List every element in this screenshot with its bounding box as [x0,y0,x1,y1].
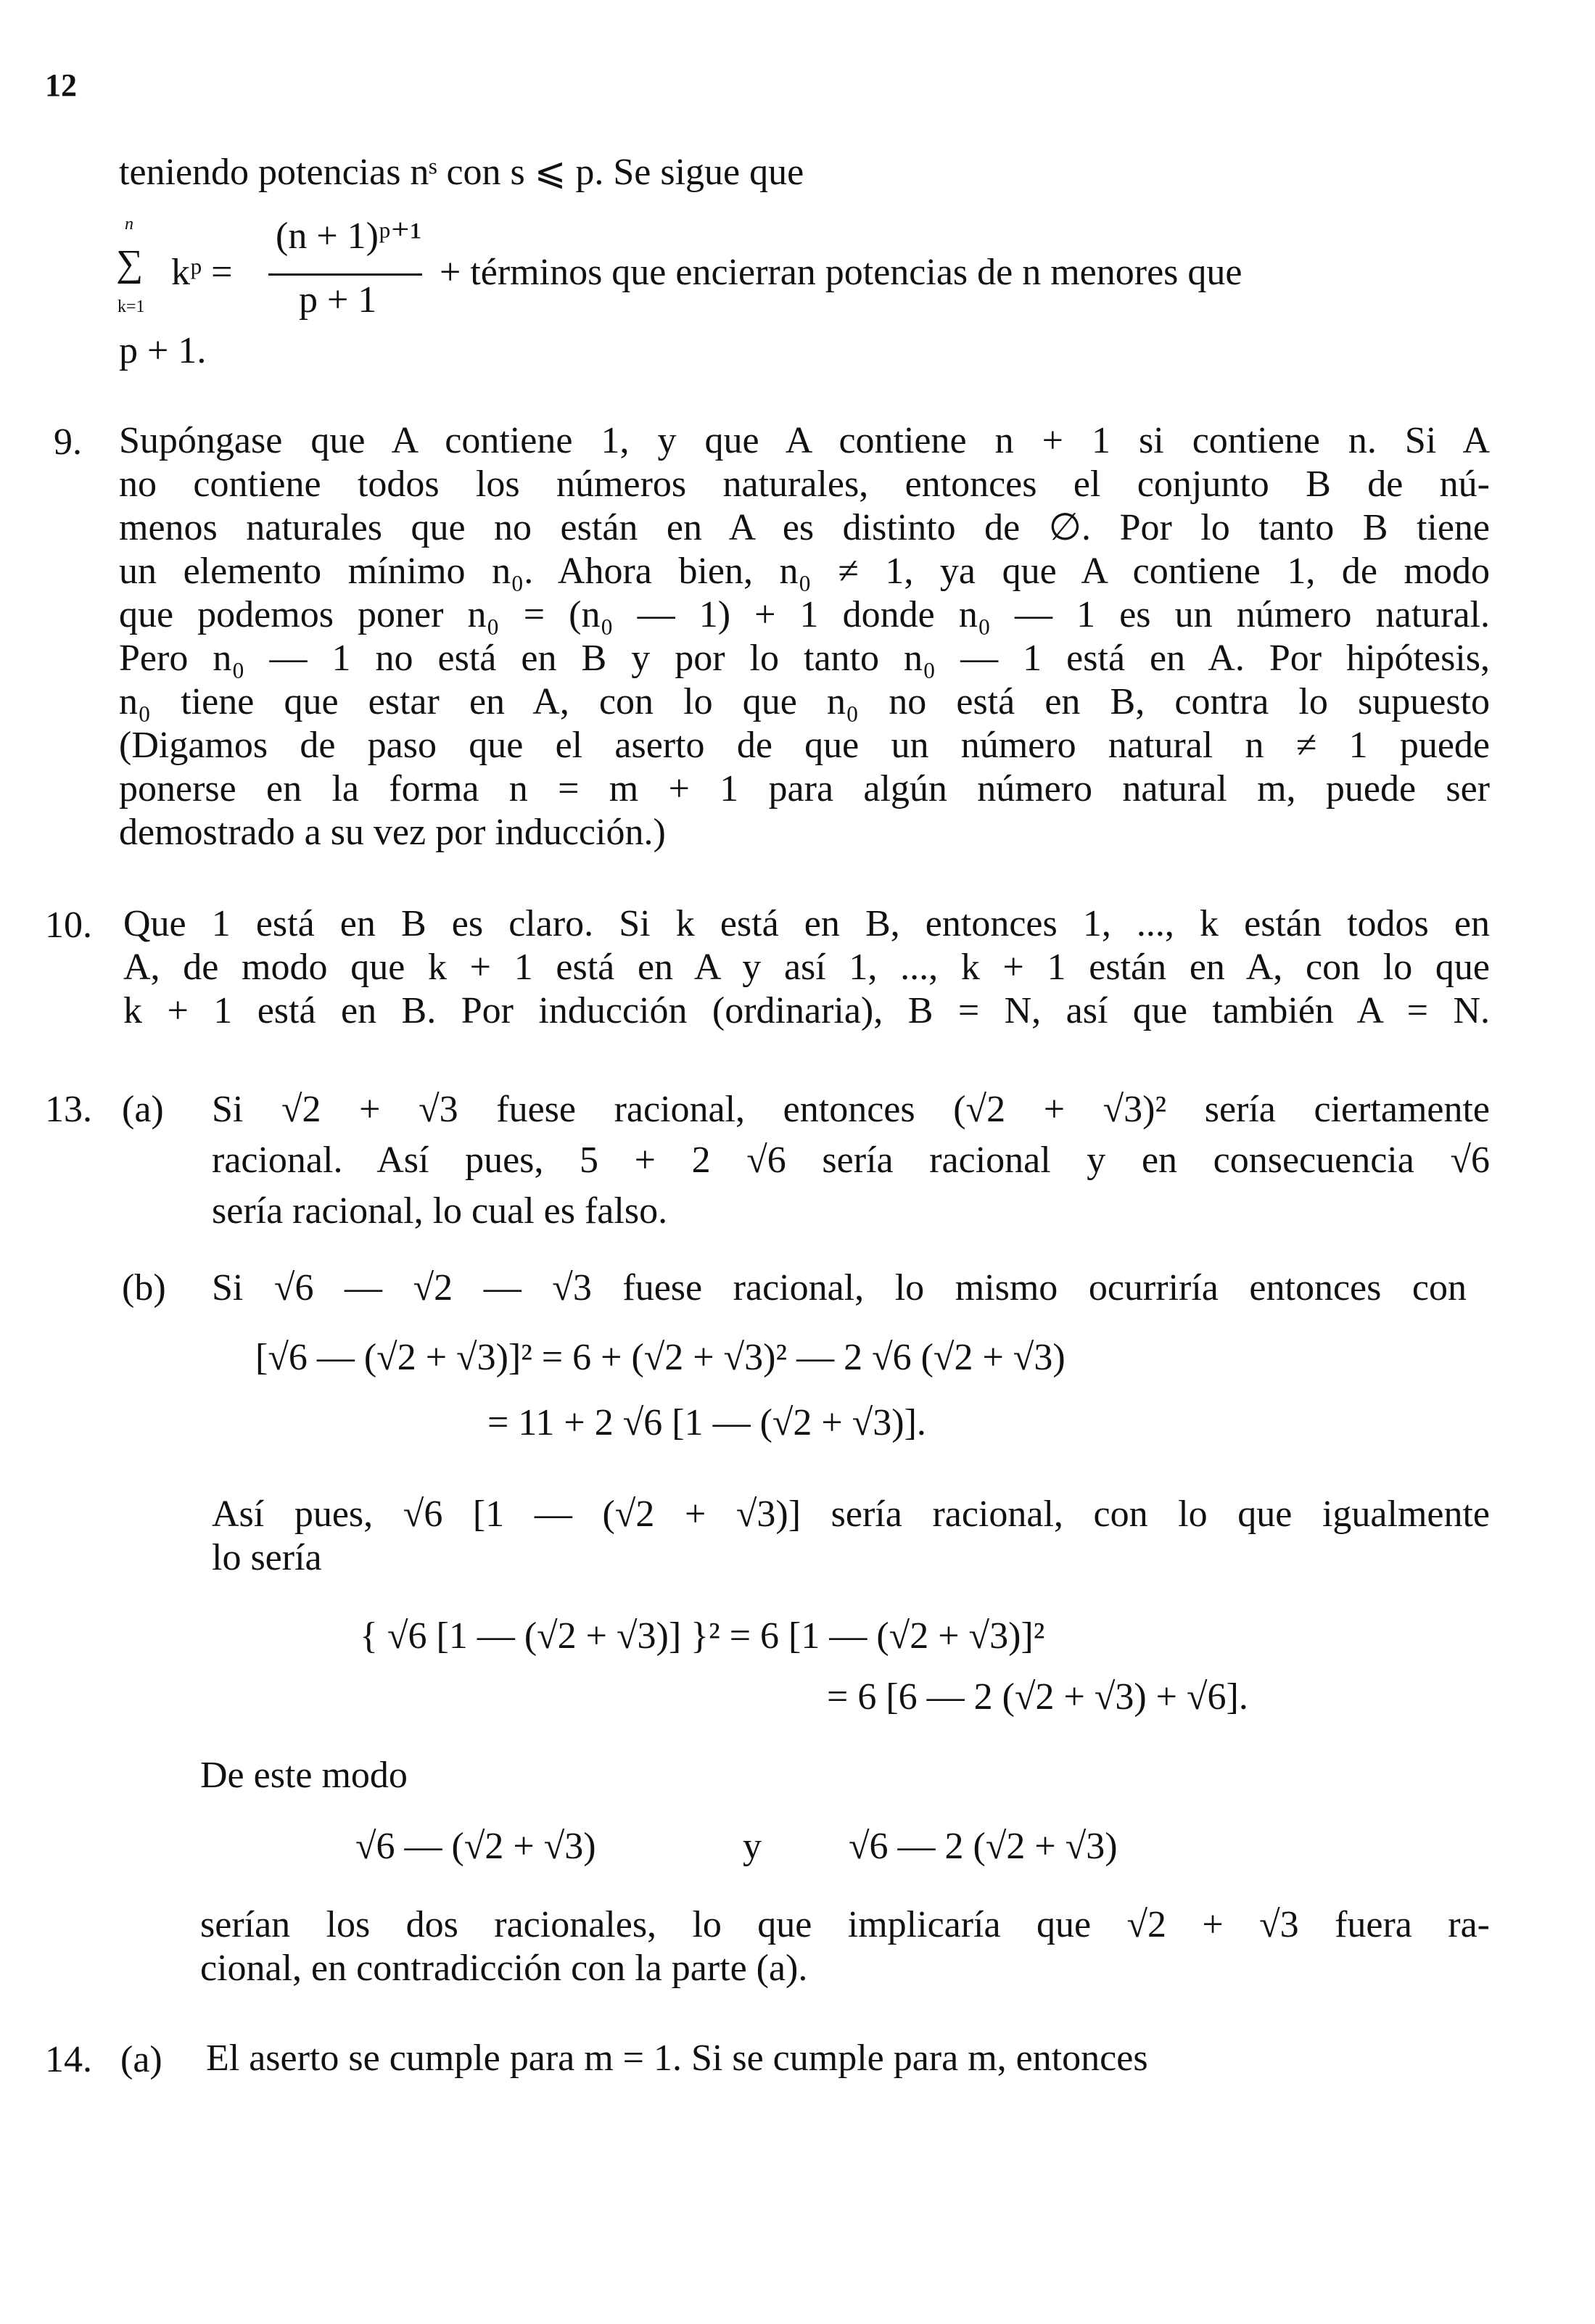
fraction-numerator: (n + 1)ᵖ⁺¹ [276,215,422,257]
item-13b-line: Si √6 — √2 — √3 fuese racional, lo mismo ocurriría entonces con [212,1267,1467,1309]
expression-y: y [743,1826,762,1867]
item-10-line: k + 1 está en B. Por inducción (ordinaria), B = N, así que también A = N. [123,990,1490,1031]
expression-left: √6 — (√2 + √3) [355,1826,596,1867]
part-b-label: (b) [122,1267,166,1309]
item-9-line: (Digamos de paso que el aserto de que un número natural n ≠ 1 puede [119,725,1490,766]
item-14a-line: El aserto se cumple para m = 1. Si se cumple para m, entonces [206,2037,1148,2079]
item-9-line: Supóngase que A contiene 1, y que A contiene n + 1 si contiene n. Si A [119,420,1490,461]
item-9-line: que podemos poner n₀ = (n₀ — 1) + 1 donde n₀ — 1 es un número natural. [119,594,1490,635]
part-a-label: (a) [122,1089,164,1130]
expression-right: √6 — 2 (√2 + √3) [849,1826,1118,1867]
item-13a-line: racional. Así pues, 5 + 2 √6 sería racional y en consecuencia √6 [212,1140,1490,1181]
part-a-label: (a) [120,2039,162,2080]
equation: [√6 — (√2 + √3)]² = 6 + (√2 + √3)² — 2 √6 (√2 + √3) [255,1337,1066,1378]
equation: { √6 [1 — (√2 + √3)] }² = 6 [1 — (√2 + √3)]² [360,1615,1045,1657]
item-number: 10. [45,905,92,946]
item-9-line: un elemento mínimo n₀. Ahora bien, n₀ ≠ 1, ya que A contiene 1, de modo [119,551,1490,592]
item-9-line: menos naturales que no están en A es distinto de ∅. Por lo tanto B tiene [119,507,1490,548]
item-13b-line: serían los dos racionales, lo que implicaría que √2 + √3 fuera ra- [200,1904,1490,1945]
item-13b-line: lo sería [212,1537,322,1578]
item-13b-line: cional, en contradicción con la parte (a). [200,1948,808,1989]
item-9-line: Pero n₀ — 1 no está en B y por lo tanto n₀ — 1 está en A. Por hipótesis, [119,638,1490,679]
sum-symbol: ∑ [116,243,144,284]
intro-last-line: p + 1. [119,330,207,371]
item-9-line: no contiene todos los números naturales, entonces el conjunto B de nú- [119,463,1490,505]
intro-line: teniendo potencias nˢ con s ⩽ p. Se sigue que [119,152,804,193]
item-number: 13. [45,1089,92,1130]
item-10-line: A, de modo que k + 1 está en A y así 1, ..., k + 1 están en A, con lo que [123,947,1490,988]
sum-upper-limit: n [125,215,133,234]
equation: = 6 [6 — 2 (√2 + √3) + √6]. [827,1676,1248,1718]
item-9-line: demostrado a su vez por inducción.) [119,812,666,853]
item-number: 9. [54,421,82,463]
item-13b-line: Así pues, √6 [1 — (√2 + √3)] sería racional, con lo que igualmente [212,1493,1490,1535]
item-13b-line: De este modo [200,1755,408,1796]
item-9-line: ponerse en la forma n = m + 1 para algún número natural m, puede ser [119,768,1490,809]
sum-lower-limit: k=1 [118,297,145,316]
item-13a-line: Si √2 + √3 fuese racional, entonces (√2 + √3)² sería ciertamente [212,1089,1490,1130]
item-number: 14. [45,2039,92,2080]
sum-tail: + términos que encierran potencias de n menores que [440,252,1242,293]
page-number: 12 [45,67,77,103]
item-9-line: n₀ tiene que estar en A, con lo que n₀ no está en B, contra lo supuesto [119,681,1490,722]
sum-term: kᵖ = [171,252,233,293]
fraction-denominator: p + 1 [299,279,377,321]
fraction-bar [268,273,422,276]
item-10-line: Que 1 está en B es claro. Si k está en B, entonces 1, ..., k están todos en [123,903,1490,944]
item-13a-line: sería racional, lo cual es falso. [212,1190,668,1232]
equation: = 11 + 2 √6 [1 — (√2 + √3)]. [487,1402,926,1443]
